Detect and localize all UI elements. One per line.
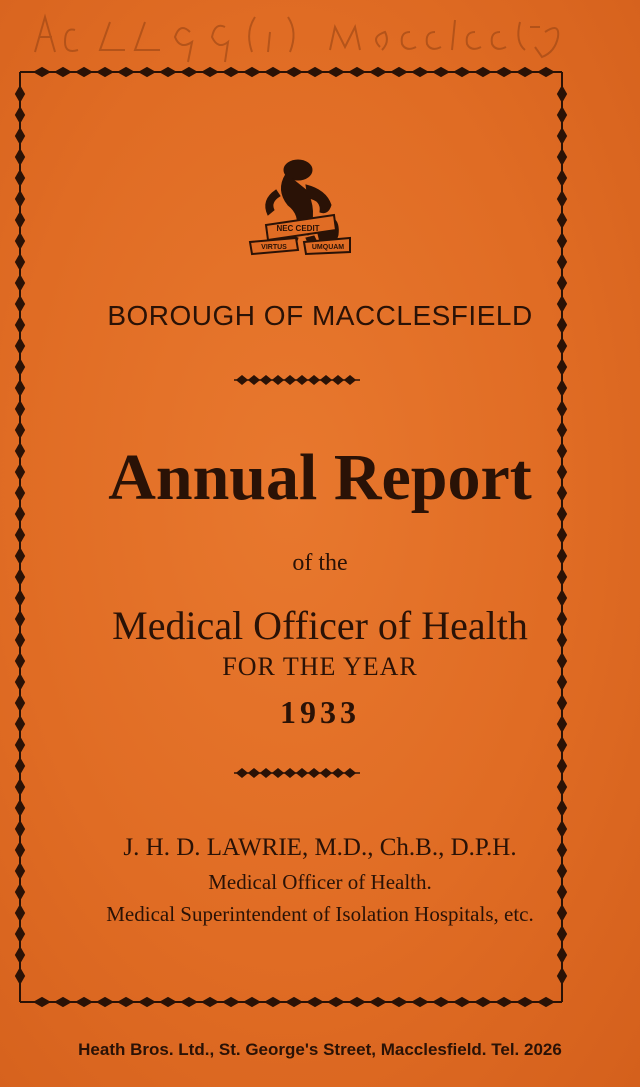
border-diamond: [558, 255, 566, 269]
border-diamond: [558, 360, 566, 374]
border-diamond: [558, 738, 566, 752]
border-diamond: [455, 998, 469, 1006]
border-diamond: [297, 769, 307, 777]
border-diamond: [558, 927, 566, 941]
border-diamond: [16, 780, 24, 794]
border-diamond: [261, 769, 271, 777]
border-diamond: [16, 402, 24, 416]
border-diamond: [16, 381, 24, 395]
border-diamond: [261, 376, 271, 384]
border-diamond: [16, 927, 24, 941]
border-diamond: [98, 998, 112, 1006]
border-diamond: [287, 998, 301, 1006]
border-diamond: [558, 381, 566, 395]
border-diamond: [476, 998, 490, 1006]
border-diamond: [16, 276, 24, 290]
border-diamond: [497, 998, 511, 1006]
border-diamond: [16, 129, 24, 143]
border-diamond: [249, 769, 259, 777]
border-diamond: [558, 108, 566, 122]
border-diamond: [350, 998, 364, 1006]
border-diamond: [371, 68, 385, 76]
author-name: J. H. D. LAWRIE, M.D., Ch.B., D.P.H.: [123, 834, 517, 861]
crest-motto-right: UMQUAM: [311, 244, 345, 251]
report-subject: Medical Officer of Health: [112, 603, 528, 648]
border-diamond: [16, 528, 24, 542]
border-diamond: [224, 68, 238, 76]
border-diamond: [56, 998, 70, 1006]
border-diamond: [16, 969, 24, 983]
border-diamond: [558, 969, 566, 983]
border-diamond: [333, 376, 343, 384]
border-diamond: [497, 68, 511, 76]
border-diamond: [203, 998, 217, 1006]
border-diamond: [558, 423, 566, 437]
border-diamond: [558, 192, 566, 206]
border-diamond: [558, 780, 566, 794]
border-diamond: [539, 68, 553, 76]
border-diamond: [345, 769, 355, 777]
border-diamond: [392, 68, 406, 76]
border-diamond: [518, 998, 532, 1006]
border-diamond: [16, 948, 24, 962]
border-diamond: [119, 68, 133, 76]
border-diamond: [558, 150, 566, 164]
border-diamond: [287, 68, 301, 76]
border-diamond: [237, 376, 247, 384]
report-title: Annual Report: [108, 441, 532, 514]
border-diamond: [309, 769, 319, 777]
border-diamond: [285, 376, 295, 384]
border-diamond: [35, 998, 49, 1006]
border-diamond: [345, 376, 355, 384]
border-diamond: [558, 402, 566, 416]
border-diamond: [308, 998, 322, 1006]
border-diamond: [558, 528, 566, 542]
border-diamond: [182, 998, 196, 1006]
border-diamond: [285, 769, 295, 777]
report-of-the: of the: [292, 550, 348, 576]
border-diamond: [558, 759, 566, 773]
border-diamond: [273, 769, 283, 777]
border-diamond: [350, 68, 364, 76]
border-diamond: [249, 376, 259, 384]
author-subtitle: Medical Superintendent of Isolation Hospitals, etc.: [106, 902, 534, 926]
border-diamond: [161, 998, 175, 1006]
border-diamond: [140, 68, 154, 76]
border-diamond: [308, 68, 322, 76]
border-diamond: [558, 87, 566, 101]
border-diamond: [16, 213, 24, 227]
crest-motto-banner: VIRTUS: [261, 244, 287, 251]
border-diamond: [16, 360, 24, 374]
border-diamond: [77, 68, 91, 76]
ornament-divider-top: [232, 374, 362, 386]
border-diamond: [558, 801, 566, 815]
border-diamond: [245, 68, 259, 76]
border-diamond: [161, 68, 175, 76]
border-diamond: [16, 171, 24, 185]
border-diamond: [16, 339, 24, 353]
border-diamond: [329, 998, 343, 1006]
border-diamond: [558, 339, 566, 353]
border-diamond: [321, 376, 331, 384]
border-diamond: [266, 998, 280, 1006]
report-year: 1933: [280, 694, 360, 730]
border-diamond: [266, 68, 280, 76]
borough-heading: BOROUGH OF MACCLESFIELD: [107, 300, 533, 331]
border-diamond: [35, 68, 49, 76]
border-diamond: [434, 998, 448, 1006]
border-diamond: [558, 129, 566, 143]
border-diamond: [539, 998, 553, 1006]
border-diamond: [16, 192, 24, 206]
border-diamond: [98, 68, 112, 76]
border-diamond: [77, 998, 91, 1006]
border-diamond: [297, 376, 307, 384]
border-diamond: [392, 998, 406, 1006]
border-diamond: [518, 68, 532, 76]
border-diamond: [558, 234, 566, 248]
border-diamond: [182, 68, 196, 76]
border-diamond: [558, 171, 566, 185]
border-diamond: [16, 738, 24, 752]
border-diamond: [558, 276, 566, 290]
border-diamond: [413, 998, 427, 1006]
border-diamond: [329, 68, 343, 76]
border-diamond: [203, 68, 217, 76]
border-diamond: [16, 108, 24, 122]
border-diamond: [476, 68, 490, 76]
border-diamond: [455, 68, 469, 76]
border-diamond: [16, 801, 24, 815]
border-diamond: [558, 213, 566, 227]
border-diamond: [413, 68, 427, 76]
border-diamond: [434, 68, 448, 76]
ornament-divider-bottom: [232, 767, 362, 779]
border-diamond: [16, 423, 24, 437]
border-diamond: [16, 759, 24, 773]
border-diamond: [224, 998, 238, 1006]
border-diamond: [333, 769, 343, 777]
border-diamond: [16, 234, 24, 248]
border-diamond: [140, 998, 154, 1006]
report-for-the-year: FOR THE YEAR: [222, 652, 418, 681]
printer-imprint: Heath Bros. Ltd., St. George's Street, Macclesfield. Tel. 2026: [78, 1040, 562, 1059]
author-title: Medical Officer of Health.: [208, 870, 432, 894]
border-diamond: [16, 150, 24, 164]
border-diamond: [371, 998, 385, 1006]
border-diamond: [237, 769, 247, 777]
border-diamond: [245, 998, 259, 1006]
border-diamond: [16, 255, 24, 269]
border-diamond: [119, 998, 133, 1006]
border-diamond: [273, 376, 283, 384]
border-diamond: [56, 68, 70, 76]
borough-crest-emblem: [246, 150, 352, 275]
crest-motto-left: NEC CEDIT: [276, 224, 320, 233]
border-diamond: [16, 87, 24, 101]
border-diamond: [309, 376, 319, 384]
border-diamond: [558, 948, 566, 962]
border-diamond: [321, 769, 331, 777]
